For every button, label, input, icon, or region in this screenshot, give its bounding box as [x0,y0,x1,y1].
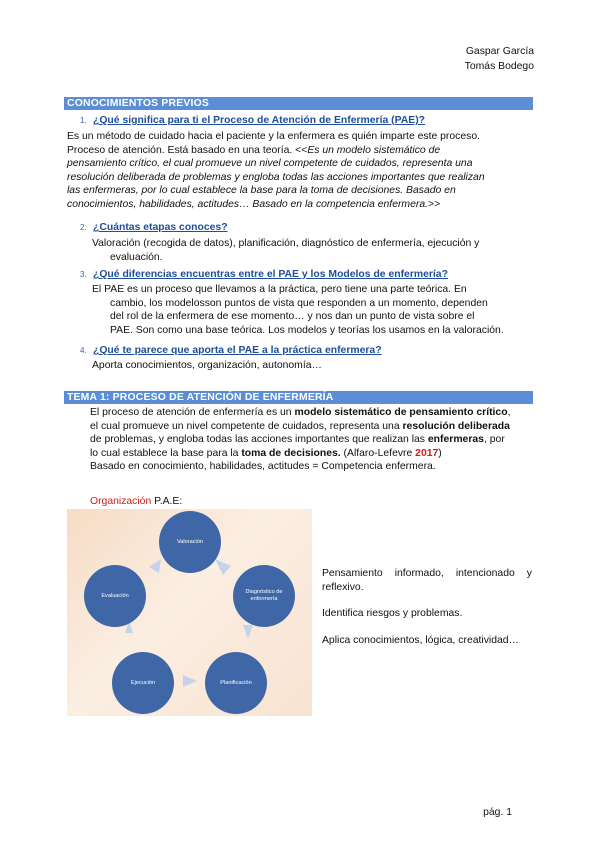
arrow-icon [243,625,253,639]
page-number: pág. 1 [483,807,512,818]
question-number: 1. [80,116,87,125]
answer-line: Es un método de cuidado hacia el paciente y la enfermera es quién imparte este proceso. [67,131,480,142]
side-notes [322,567,532,647]
diagram-caption [90,495,182,509]
question-2 [80,221,228,234]
answer-2 [92,237,530,264]
answer-line: evaluación. [110,251,163,263]
paragraph-line: Basado en conocimiento, habilidades, actitudes = Competencia enfermera. [90,461,436,473]
emphasis: enfermeras [427,434,484,446]
answer-line: cambio, los modelosson puntos de vista que responden a un momento, dependen [110,297,488,309]
text: , [507,407,511,418]
answer-line [67,198,530,212]
paragraph-line [90,406,532,420]
paragraph-line [90,447,532,461]
answer-line: PAE. Son como una base teórica. Los modelos y teorías los usamos en la valoración. [110,324,504,336]
question-text: ¿Qué significa para ti el Proceso de Atención de Enfermería (PAE)? [93,115,426,126]
arrow-icon [149,559,161,573]
arrow-icon [215,559,231,575]
node-diagnostico: Diagnóstico de enfermería [233,565,295,627]
node-planificacion: Planificación [205,652,267,714]
author-name: Gaspar García [465,46,534,57]
answer-4: Aporta conocimientos, organización, autonomía… [92,360,322,371]
text: El proceso de atención de enfermería es un [90,407,295,418]
answer-line: Valoración (recogida de datos), planificación, diagnóstico de enfermería, ejecución y [92,238,480,249]
question-3 [80,268,448,281]
answer-line: pensamiento crítico, el cual promueve un nivel competente de cuidados, representa una [67,158,473,170]
definition-paragraph [90,406,532,474]
section-banner: CONOCIMIENTOS PREVIOS [64,97,533,110]
emphasis: modelo sistemático de pensamiento crítico [294,407,508,418]
answer-3 [92,283,530,337]
caption-text: P.A.E: [151,496,183,507]
question-4 [80,344,382,357]
text: el cual promueve un nivel competente de cuidados, representa una [90,420,403,432]
text: (Alfaro-Lefevre [340,447,416,459]
text: , por [483,434,505,446]
node-valoracion: Valoración [159,511,221,573]
answer-text: Proceso de atención. Está basado en una teoría. << [67,144,308,156]
question-number: 3. [80,270,87,279]
question-text: ¿Qué diferencias encuentras entre el PAE y los Modelos de enfermería? [93,269,448,280]
answer-line: las enfermeras, por lo cual establece la base para la toma de decisiones. Basado en [67,185,456,197]
question-1 [80,114,425,127]
question-text: ¿Qué te parece que aporta el PAE a la práctica enfermera? [93,345,382,356]
answer-line: resolución deliberada de problemas y engloba todas las acciones importantes que realizan [67,171,485,183]
question-number: 4. [80,346,87,355]
pae-cycle-diagram [67,509,312,716]
paragraph-line [90,420,532,434]
arrow-icon [183,675,197,687]
answer-quote: conocimientos, habilidades, actitudes… Basado en la competencia enfermera. [67,198,428,210]
side-note: Identifica riesgos y problemas. [322,608,463,620]
text: lo cual establece la base para la [90,447,242,459]
caption-red: Organización [90,496,152,507]
answer-text: >> [428,198,441,210]
citation-year: 2017 [415,447,439,459]
section-banner: TEMA 1: PROCESO DE ATENCIÓN DE ENFERMERÍA [64,391,533,404]
answer-line: del rol de la enfermera de ese momento… y nos dan un punto de vista sobre el [110,311,475,323]
answer-line [67,144,530,158]
node-evaluacion: Evaluación [84,565,146,627]
text: de problemas, y engloba todas las acciones importantes que realizan las [90,434,428,446]
answer-quote: Es un modelo sistemático de [307,144,441,156]
answer-1 [67,130,530,212]
author-name: Tomás Bodego [464,61,534,72]
author-block [465,44,534,74]
answer-line: El PAE es un proceso que llevamos a la práctica, pero tiene una parte teórica. En [92,284,467,295]
emphasis: resolución deliberada [402,420,510,432]
emphasis: toma de decisiones. [241,447,341,459]
question-number: 2. [80,223,87,232]
node-ejecucion: Ejecución [112,652,174,714]
paragraph-line [90,433,532,447]
side-note: Pensamiento informado, intencionado y reflexivo. [322,568,532,593]
question-text: ¿Cuántas etapas conoces? [93,222,228,233]
text: ) [438,447,442,459]
side-note: Aplica conocimientos, lógica, creatividad… [322,634,519,646]
